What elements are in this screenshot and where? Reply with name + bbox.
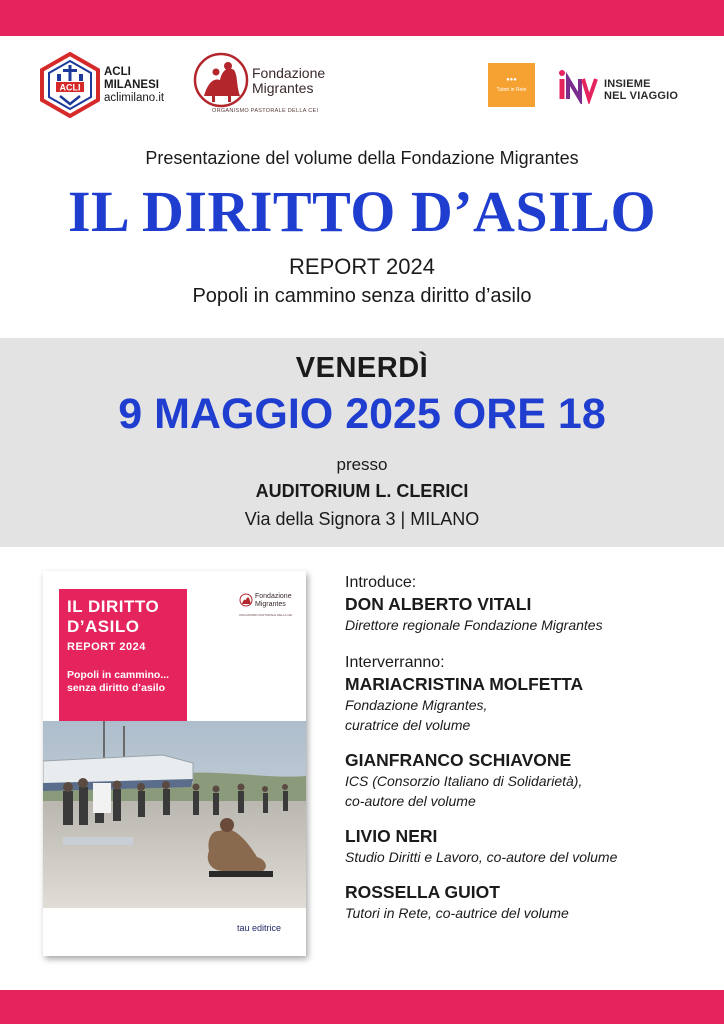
migrantes-line1: Fondazione	[252, 65, 326, 81]
speaker-role: ICS (Consorzio Italiano di Solidarietà),	[345, 773, 583, 789]
speaker-role: Studio Diritti e Lavoro, co-autore del volume	[345, 849, 618, 865]
event-presso: presso	[336, 455, 388, 474]
book-logo-sub: ORGANISMO PASTORALE DELLA CEI	[239, 613, 293, 617]
event-venue: AUDITORIUM L. CLERICI	[255, 481, 469, 501]
book-logo-line1: Fondazione	[255, 593, 292, 600]
speakers-program	[345, 573, 715, 923]
insieme-nel-viaggio-logo	[558, 68, 688, 108]
book-title-line1: IL DIRITTO	[67, 597, 160, 616]
book-migrantes-logo	[239, 591, 303, 631]
speaker-role: Fondazione Migrantes,	[345, 697, 488, 713]
event-address: Via della Signora 3 | MILANO	[244, 509, 480, 529]
subtitle: Popoli in cammino senza diritto d’asilo	[192, 285, 532, 307]
svg-text:ACLI: ACLI	[59, 82, 81, 93]
holy-family-icon	[192, 52, 250, 108]
main-title: IL DIRITTO D’ASILO	[67, 179, 657, 244]
book-cover	[43, 571, 306, 956]
inv-line2: NEL VIAGGIO	[604, 90, 679, 102]
publisher-logo: tau editrice	[237, 923, 282, 933]
book-sub-line2: senza diritto d’asilo	[67, 682, 166, 694]
introducer-name: DON ALBERTO VITALI	[345, 594, 532, 614]
acli-name: ACLI MILANESI	[104, 66, 159, 91]
speaker-role: Tutori in Rete, co-autrice del volume	[345, 905, 569, 921]
inv-mark-icon	[558, 68, 598, 104]
migrantes-subtitle: ORGANISMO PASTORALE DELLA CEI	[212, 108, 319, 114]
book-sub-line1: Popoli in cammino...	[67, 669, 170, 681]
book-title-block	[59, 589, 187, 731]
acli-site: aclimilano.it	[104, 92, 165, 104]
holy-family-icon	[239, 593, 253, 607]
book-title-line2: D’ASILO	[67, 617, 140, 636]
people-icon: ●●●	[506, 77, 517, 83]
speaker-name: GIANFRANCO SCHIAVONE	[345, 750, 572, 770]
top-accent-bar	[0, 0, 724, 36]
inv-line1: INSIEME	[604, 78, 651, 90]
acli-shield-icon	[40, 52, 100, 118]
migrants-beach-photo	[43, 721, 306, 908]
event-date: 9 MAGGIO 2025 ORE 18	[118, 390, 606, 438]
migrantes-line2: Migrantes	[252, 80, 314, 96]
speaker-name: LIVIO NERI	[345, 826, 438, 846]
bottom-accent-bar	[0, 990, 724, 1024]
introducer-role: Direttore regionale Fondazione Migrantes	[345, 617, 603, 633]
book-report: REPORT 2024	[67, 641, 146, 653]
tutori-label: Tutori in Rete	[496, 87, 527, 93]
fondazione-migrantes-logo	[192, 52, 332, 122]
speakers-label: Interverranno:	[345, 654, 445, 671]
speaker-name: ROSSELLA GUIOT	[345, 882, 500, 902]
speaker-role: curatrice del volume	[345, 717, 471, 733]
event-date-band	[0, 338, 724, 547]
tutori-in-rete-logo	[488, 63, 535, 107]
speaker-role: co-autore del volume	[345, 793, 476, 809]
event-day: VENERDÌ	[295, 352, 429, 384]
book-logo-line2: Migrantes	[255, 601, 286, 608]
introduce-label: Introduce:	[345, 574, 417, 591]
acli-milanesi-logo	[40, 52, 180, 122]
report-year: REPORT 2024	[289, 254, 435, 279]
speaker-name: MARIACRISTINA MOLFETTA	[345, 674, 584, 694]
presentation-line: Presentazione del volume della Fondazione Migrantes	[145, 148, 579, 168]
